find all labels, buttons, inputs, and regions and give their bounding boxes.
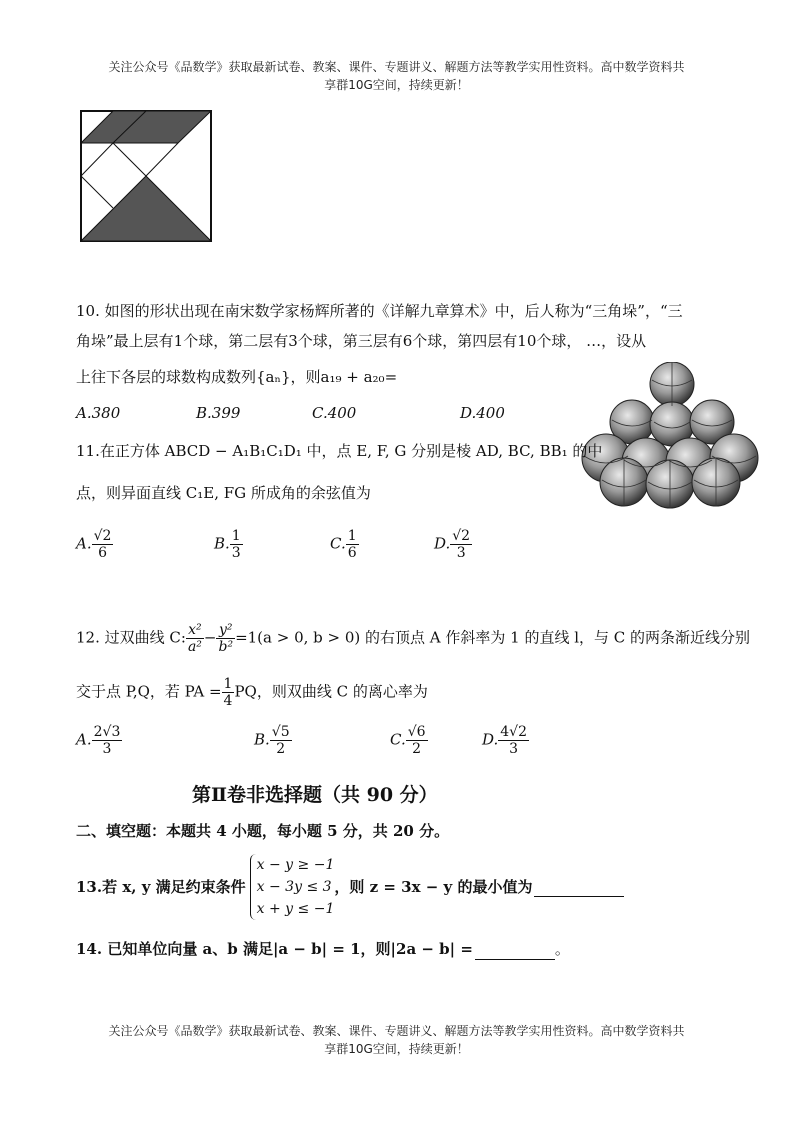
- q12-option-a: [76, 724, 122, 757]
- q12-option-a-num: 2√3: [93, 724, 121, 740]
- q12-prefix: 12. 过双曲线 C:: [76, 628, 186, 647]
- q11-option-d-den: 3: [456, 545, 466, 561]
- q11-line-1: 11.在正方体 ABCD − A₁B₁C₁D₁ 中，点 E, F, G 分别是棱 AD, BC, BB₁ 的中: [76, 442, 603, 460]
- q12-option-d-num: 4√2: [500, 724, 528, 740]
- q12-frac2-num: y²: [216, 622, 235, 639]
- q11-option-c-den: 6: [347, 545, 357, 561]
- q10-line-1: 10. 如图的形状出现在南宋数学家杨辉所著的《详解九章算术》中，后人称为“三角垛”，“三: [76, 302, 683, 320]
- q12-option-a-den: 3: [102, 741, 112, 757]
- q12-option-d-den: 3: [509, 741, 519, 757]
- q12-line2-prefix: 交于点 P,Q，若 PA =: [76, 682, 222, 701]
- footer-line-2: 享群10G空间，持续更新！: [324, 1042, 469, 1056]
- q12-option-d-label: D.: [482, 730, 499, 749]
- q13-constraint-2: x − 3y ≤ 3: [256, 879, 332, 895]
- section-subtitle: 二、填空题：本题共 4 小题，每小题 5 分，共 20 分。: [76, 822, 450, 840]
- q13-answer-blank: [534, 878, 624, 897]
- q11-option-b-label: B.: [214, 534, 230, 553]
- header-line-2: 享群10G空间，持续更新！: [324, 78, 469, 92]
- header-line-1: 关注公众号《品数学》获取最新试卷、教案、课件、专题讲义、解题方法等教学实用性资料。高中数学资料共: [108, 60, 685, 74]
- q10-option-c: C.400: [312, 404, 357, 422]
- q13-prefix: 13.若 x, y 满足约束条件: [76, 878, 246, 896]
- q11-option-c-num: 1: [347, 528, 357, 544]
- q10-option-b: B.399: [196, 404, 241, 422]
- q12-option-a-label: A.: [76, 730, 92, 749]
- q12-option-c-label: C.: [390, 730, 406, 749]
- q13-constraint-3: x + y ≤ −1: [256, 901, 335, 917]
- q12-line2-frac-num: 1: [223, 676, 233, 692]
- q11-option-c-label: C.: [330, 534, 346, 553]
- footer-line-1: 关注公众号《品数学》获取最新试卷、教案、课件、专题讲义、解题方法等教学实用性资料。高中数学资料共: [108, 1024, 685, 1038]
- q13-line: [76, 852, 624, 922]
- q11-option-a-den: 6: [98, 545, 107, 561]
- q12-option-c-num: √6: [407, 724, 426, 740]
- q13-suffix: ，则 z = 3x − y 的最小值为: [334, 878, 533, 896]
- q11-line-2: 点，则异面直线 C₁E, FG 所成角的余弦值为: [76, 484, 371, 502]
- q12-option-b-den: 2: [276, 741, 286, 757]
- q11-option-a: [76, 528, 113, 561]
- q14-end: 。: [554, 940, 570, 958]
- q12-mid-text: =1(a > 0, b > 0) 的右顶点 A 作斜率为 1 的直线 l，与 C 的两条渐近线分别: [235, 628, 751, 647]
- q12-line2-frac-den: 4: [223, 693, 233, 709]
- q12-option-d: [482, 724, 529, 757]
- q12-option-b-label: B.: [254, 730, 270, 749]
- q11-option-c: [330, 528, 359, 561]
- q13-constraint-1: x − y ≥ −1: [256, 857, 335, 873]
- q12-option-c: [390, 724, 428, 757]
- q12-frac2-den: b²: [218, 639, 234, 655]
- q11-option-a-label: A.: [76, 534, 92, 553]
- basketball-pyramid-image: [572, 362, 768, 510]
- q14-text: 14. 已知单位向量 a、b 满足|a − b| = 1，则|2a − b| =: [76, 940, 473, 958]
- q10-line-3: 上往下各层的球数构成数列{aₙ}，则a₁₉ + a₂₀=: [76, 368, 398, 386]
- q11-option-a-num: √2: [93, 528, 112, 544]
- q12-option-b-num: √5: [271, 724, 290, 740]
- q11-option-d-num: √2: [452, 528, 471, 544]
- q11-option-d: [434, 528, 472, 561]
- q12-option-b: [254, 724, 292, 757]
- q11-option-d-label: D.: [434, 534, 451, 553]
- section-title: 第Ⅱ卷非选择题（共 90 分）: [192, 784, 438, 806]
- q12-frac1-num: x²: [186, 622, 204, 639]
- q12-line2-suffix: PQ，则双曲线 C 的离心率为: [234, 682, 428, 701]
- q14-answer-blank: [475, 941, 555, 960]
- q14-line: [76, 938, 570, 960]
- tangram-figure: [80, 110, 214, 244]
- q10-option-a: A.380: [76, 404, 121, 422]
- q12-line-2: [76, 676, 428, 709]
- q12-option-c-den: 2: [412, 741, 422, 757]
- q12-line-1: 12. 过双曲线 C: $\frac{\text{x²}}{\text{a²}}$ − $\frac{\text{y²}}{\text{b²}}$ =1(a > 0, b > 0) 的右顶点 A 作斜率为 1 的直线 l，与 C 的两条渐近线分别: [76, 622, 751, 655]
- q10-option-d: D.400: [460, 404, 505, 422]
- q11-option-b: [214, 528, 243, 561]
- q12-frac1-den: a²: [187, 639, 202, 655]
- q10-line-2: 角垛”最上层有1个球，第二层有3个球，第三层有6个球，第四层有10个球， …，设从: [76, 332, 647, 350]
- q13-constraint-system: [250, 854, 335, 920]
- q11-option-b-num: 1: [231, 528, 241, 544]
- q11-option-b-den: 3: [231, 545, 241, 561]
